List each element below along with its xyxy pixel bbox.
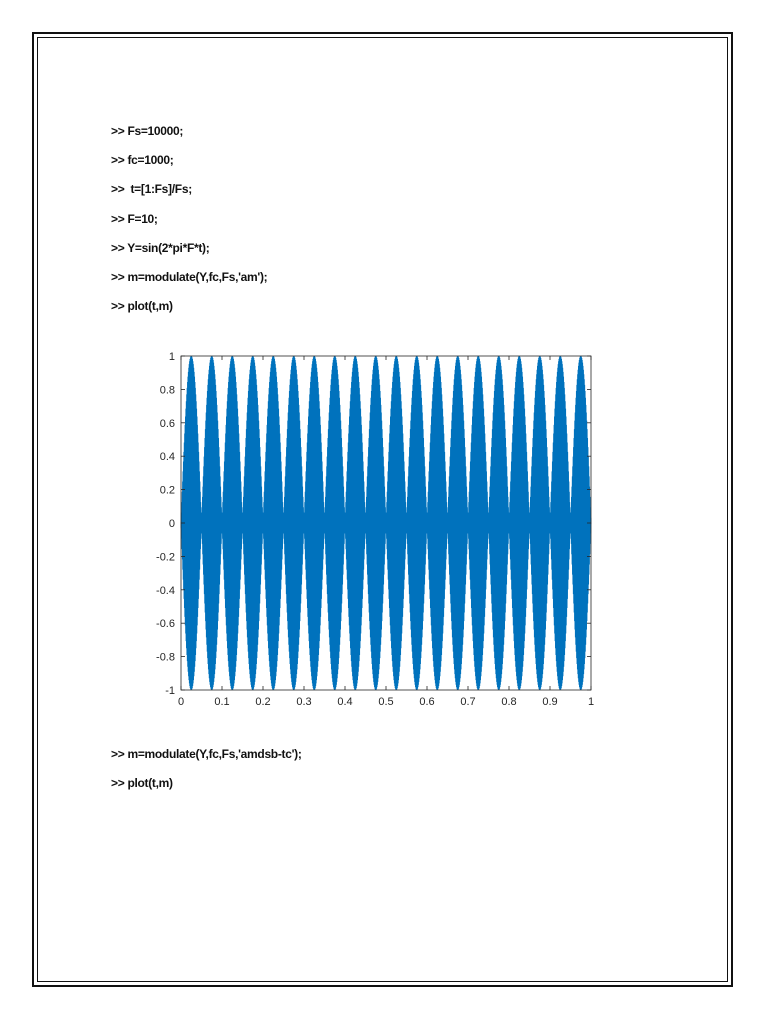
- command-line-fc: >> fc=1000;: [111, 153, 174, 167]
- command-line-plot-2: >> plot(t,m): [111, 776, 173, 790]
- x-tick-label: 0.3: [296, 696, 312, 708]
- x-tick-label: 0.7: [460, 696, 476, 708]
- x-tick-label: 0.6: [419, 696, 435, 708]
- y-tick-label: -1: [165, 685, 175, 697]
- command-line-fs: >> Fs=10000;: [111, 124, 184, 138]
- y-tick-label: 0.8: [159, 384, 175, 397]
- y-tick-label: -0.6: [156, 618, 175, 631]
- command-line-y: >> Y=sin(2*pi*F*t);: [111, 241, 210, 255]
- x-tick-label: 0.9: [542, 696, 558, 708]
- x-tick-label: 1: [587, 696, 595, 708]
- x-tick-label: 0: [177, 696, 185, 708]
- am-modulated-signal-plot: [140, 345, 610, 720]
- command-line-modulate-amdsb-tc: >> m=modulate(Y,fc,Fs,'amdsb-tc');: [111, 747, 302, 761]
- command-line-modulate-am: >> m=modulate(Y,fc,Fs,'am');: [111, 270, 268, 284]
- x-tick-label: 0.4: [337, 696, 353, 708]
- y-tick-label: 1: [168, 351, 175, 363]
- x-tick-label: 0.1: [214, 696, 230, 708]
- y-tick-label: -0.8: [156, 651, 175, 664]
- y-tick-label: -0.4: [156, 584, 175, 597]
- x-tick-label: 0.2: [255, 696, 271, 708]
- command-line-plot: >> plot(t,m): [111, 299, 173, 313]
- y-tick-label: 0.4: [159, 451, 175, 464]
- x-tick-label: 0.8: [501, 696, 517, 708]
- y-tick-label: 0.2: [159, 484, 175, 497]
- y-tick-label: 0: [168, 518, 175, 530]
- series-line-am: [181, 356, 591, 690]
- command-line-t: >> t=[1:Fs]/Fs;: [111, 182, 192, 196]
- y-tick-label: -0.2: [156, 551, 175, 564]
- command-line-f: >> F=10;: [111, 212, 158, 226]
- y-tick-label: 0.6: [159, 417, 175, 430]
- x-tick-label: 0.5: [378, 696, 394, 708]
